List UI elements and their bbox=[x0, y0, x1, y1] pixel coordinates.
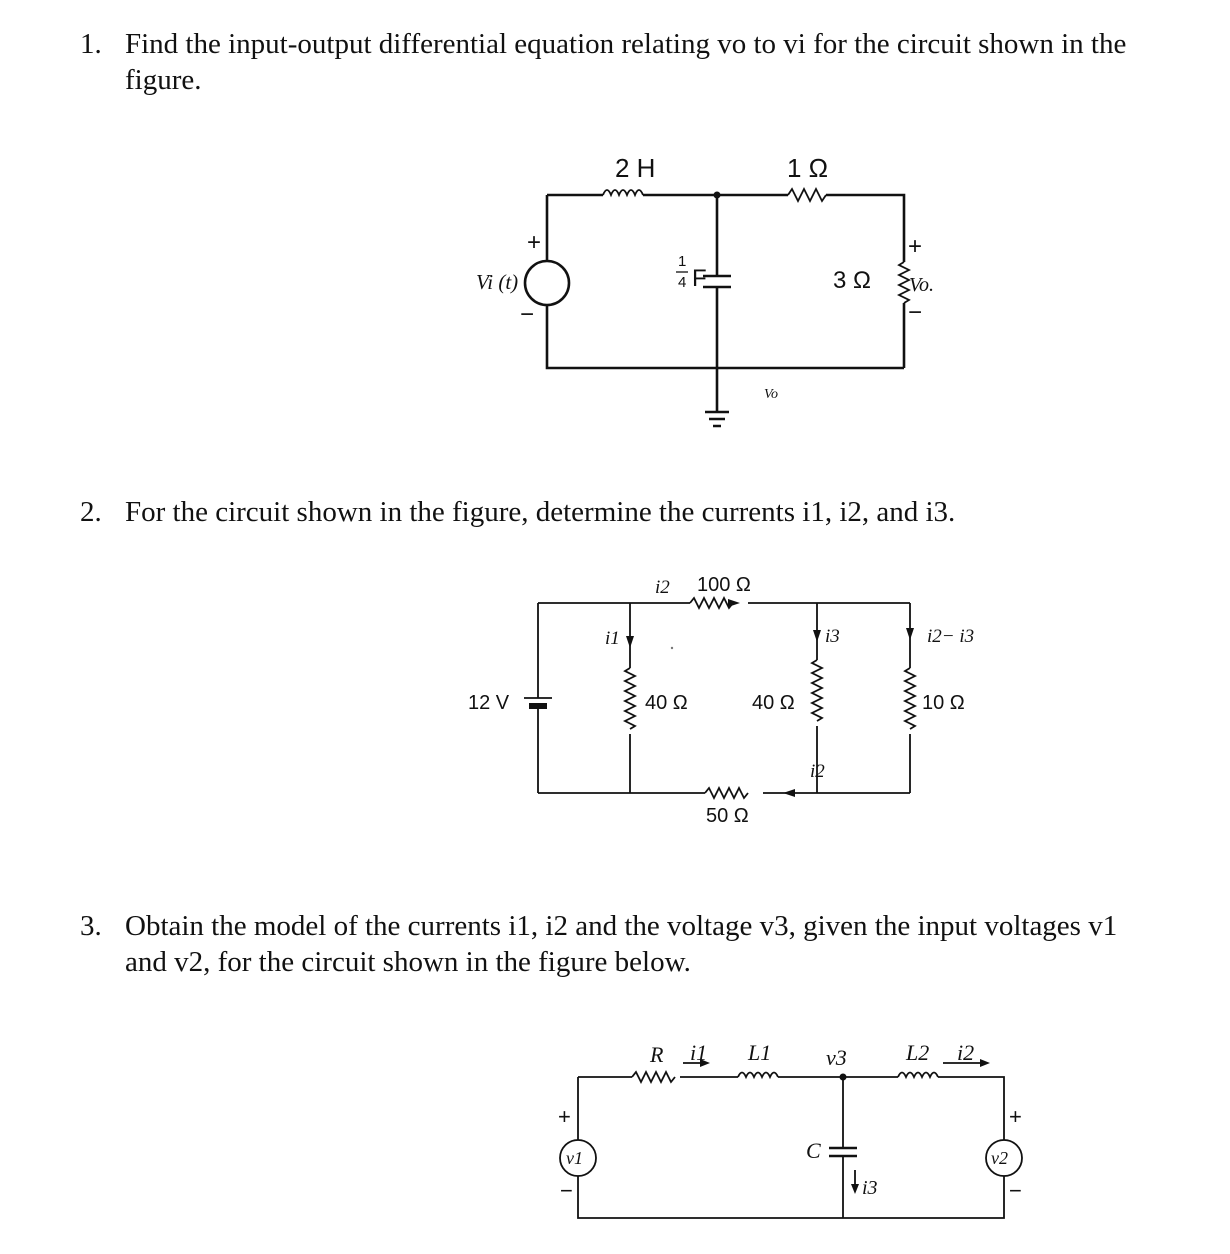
question-1-line1: Find the input-output differential equation relating vo to vi for the circuit shown in the bbox=[125, 28, 1127, 60]
c1-top-wire-3 bbox=[826, 195, 904, 262]
c3-node-voltage-label: v3 bbox=[826, 1045, 847, 1070]
c3-inductor2-label: L2 bbox=[906, 1040, 930, 1065]
circuit-2 bbox=[468, 574, 974, 827]
c3-current1-label: i1 bbox=[690, 1040, 708, 1065]
c2-battery-icon bbox=[529, 703, 547, 709]
c2-arrow-left-icon bbox=[626, 636, 634, 648]
c3-current3-label: i3 bbox=[862, 1177, 878, 1199]
c1-output-plus: + bbox=[908, 233, 923, 260]
c2-r-mid-label: 40 Ω bbox=[752, 692, 795, 714]
question-1-line2: figure. bbox=[125, 64, 202, 96]
c2-i-mid-label: i3 bbox=[825, 626, 840, 647]
c1-capacitor-label: F bbox=[692, 265, 707, 292]
c2-resistor-100-icon bbox=[690, 598, 733, 608]
c3-source1-label: v1 bbox=[566, 1148, 583, 1168]
c3-plus2: + bbox=[1009, 1104, 1022, 1129]
c3-minus2: − bbox=[1009, 1178, 1022, 1203]
c1-resistor2-icon bbox=[899, 262, 909, 303]
c3-minus1: − bbox=[560, 1178, 573, 1203]
c3-capacitor-icon bbox=[829, 1148, 857, 1156]
c2-speck bbox=[671, 647, 673, 649]
c2-i-bottom-label: i2 bbox=[810, 761, 825, 782]
c1-bottom-wire bbox=[547, 305, 904, 368]
c2-i-top-label: i2 bbox=[655, 577, 670, 598]
c1-resistor1-label: 1 Ω bbox=[787, 153, 829, 183]
c1-ground-icon bbox=[705, 412, 729, 426]
c2-r-left-label: 40 Ω bbox=[645, 692, 688, 714]
c2-resistor-10-icon bbox=[905, 668, 915, 729]
c2-arrow-mid-icon bbox=[813, 630, 821, 642]
c1-output-label: Vo. bbox=[909, 274, 934, 296]
c2-i-right-label: i2− i3 bbox=[927, 626, 975, 647]
c1-resistor1-icon bbox=[788, 189, 826, 201]
question-1-number: 1. bbox=[80, 28, 102, 60]
c1-source-plus: + bbox=[527, 229, 542, 256]
circuit-1 bbox=[476, 153, 934, 426]
c1-inductor-label: 2 H bbox=[615, 153, 656, 183]
c3-resistor-icon bbox=[632, 1072, 675, 1082]
c3-source2-label: v2 bbox=[991, 1148, 1008, 1168]
question-2-number: 2. bbox=[80, 496, 102, 528]
c3-bottom-wire bbox=[578, 1176, 1004, 1218]
c2-arrow-top-icon bbox=[728, 599, 740, 607]
c2-resistor-40b-icon bbox=[812, 660, 822, 721]
c1-resistor2-label: 3 Ω bbox=[833, 267, 871, 294]
c1-cap-frac-num: 1 bbox=[678, 253, 687, 270]
c2-arrow-right-icon bbox=[906, 628, 914, 640]
c2-r-bottom-label: 50 Ω bbox=[706, 805, 749, 827]
c1-source-minus: − bbox=[520, 301, 535, 328]
question-3-number: 3. bbox=[80, 910, 102, 942]
c2-battery-label: 12 V bbox=[468, 692, 510, 714]
c3-inductor1-label: L1 bbox=[748, 1040, 772, 1065]
c1-inductor-icon bbox=[603, 190, 643, 195]
c3-inductor2-icon bbox=[898, 1073, 938, 1078]
c2-i-left-label: i1 bbox=[605, 628, 620, 649]
c2-resistor-40a-icon bbox=[625, 668, 635, 729]
c1-output-minus: − bbox=[908, 299, 923, 326]
c1-cap-frac-den: 4 bbox=[678, 274, 687, 291]
c2-r-top-label: 100 Ω bbox=[697, 574, 751, 596]
c1-voltage-source-icon bbox=[525, 261, 569, 305]
c3-capacitor-label: C bbox=[806, 1138, 821, 1163]
circuit-3 bbox=[558, 1040, 1022, 1218]
c3-inductor1-icon bbox=[738, 1073, 778, 1078]
c2-arrow-bottom-icon bbox=[783, 789, 795, 797]
c3-current2-label: i2 bbox=[957, 1040, 975, 1065]
c1-source-label: Vi (t) bbox=[476, 270, 519, 294]
c1-ground-label: Vo bbox=[764, 387, 778, 402]
c3-top-wire-4 bbox=[938, 1077, 1004, 1140]
c3-plus1: + bbox=[558, 1104, 571, 1129]
c3-arrow3-icon bbox=[851, 1184, 859, 1194]
c2-resistor-50-icon bbox=[705, 788, 748, 798]
c3-resistor-label: R bbox=[650, 1042, 664, 1067]
question-2-line1: For the circuit shown in the figure, determine the currents i1, i2, and i3. bbox=[125, 496, 956, 528]
c2-r-right-label: 10 Ω bbox=[922, 692, 965, 714]
c3-arrow2-icon bbox=[980, 1059, 990, 1067]
c1-capacitor-icon bbox=[703, 276, 731, 287]
question-3-line1: Obtain the model of the currents i1, i2 and the voltage v3, given the input voltages v1 bbox=[125, 910, 1118, 942]
question-3-line2: and v2, for the circuit shown in the figure below. bbox=[125, 946, 691, 978]
